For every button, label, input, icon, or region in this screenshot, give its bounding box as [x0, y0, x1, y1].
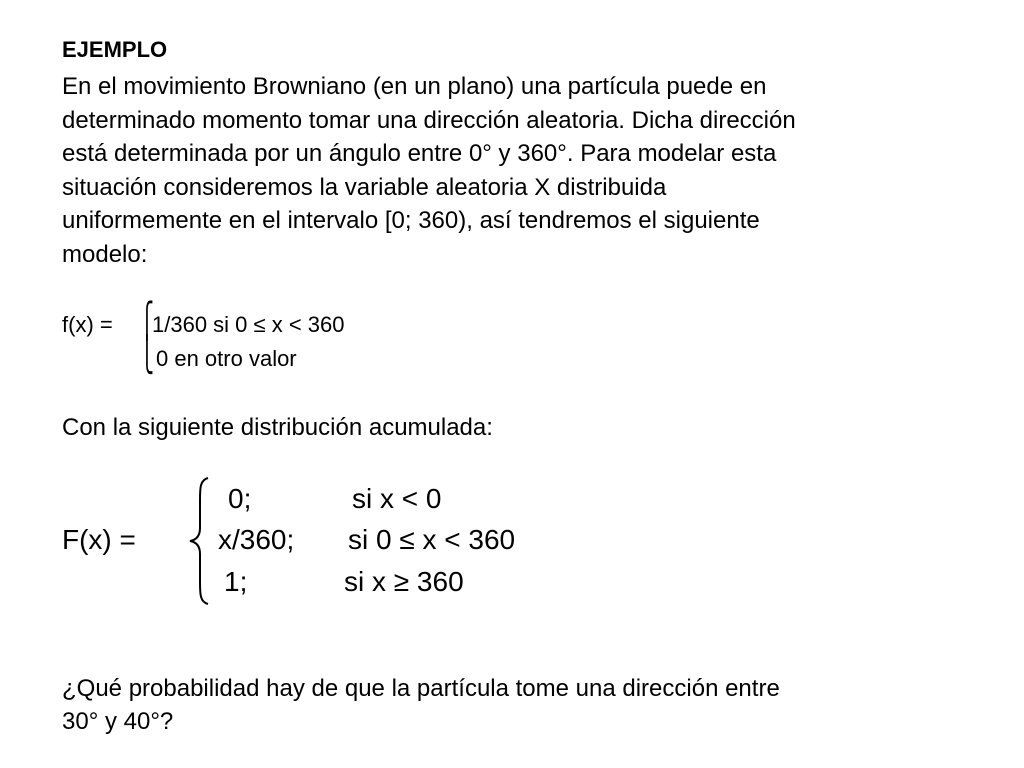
intro-line: situación consideremos la variable aleatoria X distribuida — [62, 173, 667, 201]
intro-line: modelo: — [62, 240, 148, 268]
cdf-row-2-condition: si 0 ≤ x < 360 — [348, 524, 516, 555]
cdf-row-2-value: x/360; — [218, 524, 295, 555]
density-case-1: 1/360 si 0 ≤ x < 360 — [152, 312, 345, 337]
question-line: ¿Qué probabilidad hay de que la partícula tome una dirección entre — [62, 675, 780, 702]
intro-paragraph — [62, 70, 962, 271]
cdf-brace — [186, 476, 216, 606]
intro-line: uniformemente en el intervalo [0; 360), así tendremos el siguiente — [62, 207, 760, 234]
cdf-row-1-condition: si x < 0 — [352, 483, 442, 514]
cdf-function-label: F(x) = — [62, 524, 136, 555]
question-line: 30° y 40°? — [62, 708, 174, 735]
density-function-label: f(x) = — [62, 312, 113, 337]
cdf-intro-text: Con la siguiente distribución acumulada: — [62, 414, 493, 441]
density-brace-bottom: ⎩ — [140, 335, 155, 375]
cdf-row-3-condition: si x ≥ 360 — [344, 566, 464, 597]
density-brace-top: ⎧ — [140, 301, 155, 341]
example-title: EJEMPLO — [62, 37, 168, 62]
intro-line: En el movimiento Browniano (en un plano) una partícula puede en — [62, 73, 767, 100]
cdf-row-1-value: 0; — [228, 483, 252, 514]
question-paragraph — [62, 672, 962, 738]
cdf-row-3-value: 1; — [224, 566, 248, 597]
intro-line: determinado momento tomar una dirección aleatoria. Dicha dirección — [62, 106, 796, 134]
intro-line: está determinada por un ángulo entre 0° y 360°. Para modelar esta — [62, 140, 777, 167]
density-case-2: 0 en otro valor — [156, 346, 297, 371]
